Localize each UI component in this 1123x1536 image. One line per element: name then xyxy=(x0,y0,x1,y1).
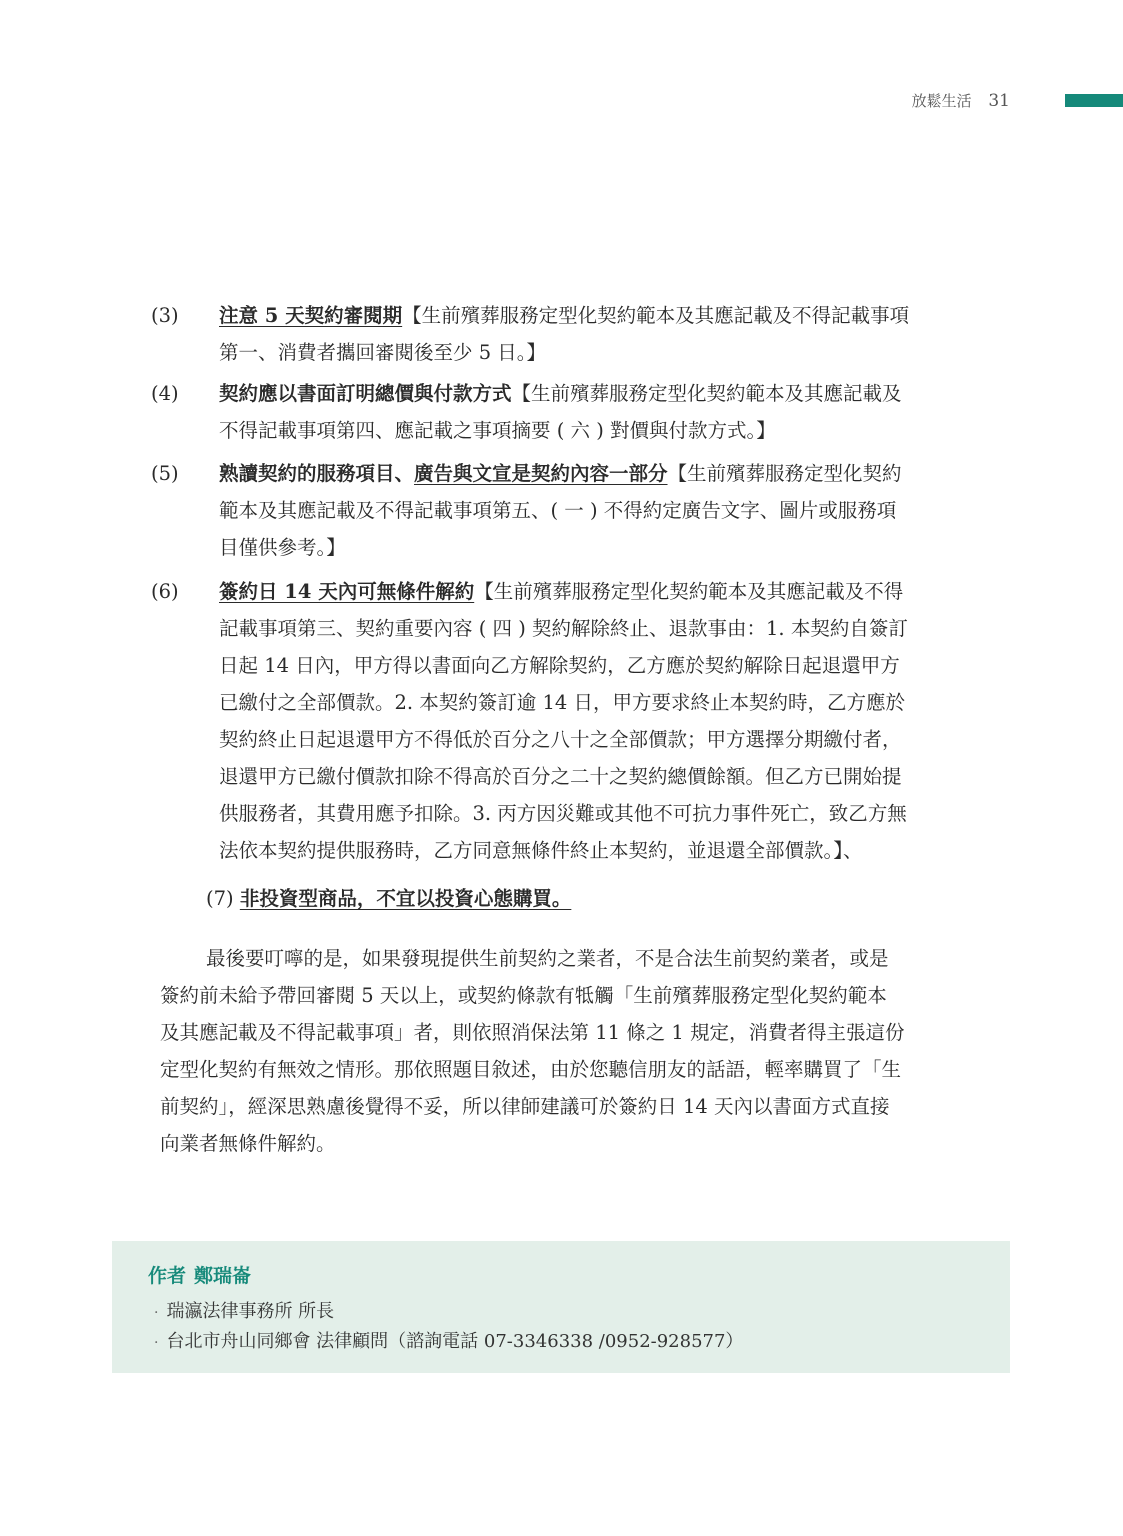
item-text: 【生前殯葬服務定型化契約範本及其應記載及不得 xyxy=(474,580,904,603)
section-tab-marker xyxy=(1065,94,1123,107)
item-text: 【生前殯葬服務定型化契約範本及其應記載及不得記載事項 xyxy=(402,304,910,327)
credential-text: 瑞瀛法律事務所 所長 xyxy=(166,1301,335,1322)
list-item xyxy=(151,455,1011,566)
author-title xyxy=(148,1261,259,1288)
item-text: 【生前殯葬服務定型化契約 xyxy=(667,462,902,485)
author-info-box xyxy=(112,1241,1010,1373)
running-header xyxy=(912,90,1010,111)
item-text: 供服務者，其費用應予扣除。3. 丙方因災難或其他不可抗力事件死亡，致乙方無 xyxy=(219,802,907,825)
paragraph-line: 向業者無條件解約。 xyxy=(160,1132,336,1155)
item-heading-underlined: 廣告與文宣是契約內容一部分 xyxy=(414,462,668,485)
item-number: (6) xyxy=(151,580,179,603)
bullet-dot: · xyxy=(154,1335,159,1351)
item-text: 不得記載事項第四、應記載之事項摘要 ( 六 ) 對價與付款方式。】 xyxy=(219,419,776,442)
author-credential xyxy=(154,1327,743,1353)
item-text: 第一、消費者攜回審閱後至少 5 日。】 xyxy=(219,341,547,364)
item-number: (3) xyxy=(151,304,179,327)
item-heading: 非投資型商品，不宜以投資心態購買。 xyxy=(239,887,572,910)
item-number: (7) xyxy=(206,887,234,910)
item-heading: 熟讀契約的服務項目、 xyxy=(219,462,415,485)
list-item xyxy=(151,375,1011,449)
paragraph-line: 最後要叮嚀的是，如果發現提供生前契約之業者，不是合法生前契約業者，或是 xyxy=(206,947,889,970)
item-heading: 簽約日 14 天內可無條件解約 xyxy=(219,580,475,603)
page-number: 31 xyxy=(988,91,1010,111)
item-text: 法依本契約提供服務時，乙方同意無條件終止本契約，並退還全部價款。】、 xyxy=(219,839,863,862)
paragraph-line: 簽約前未給予帶回審閱 5 天以上，或契約條款有牴觸「生前殯葬服務定型化契約範本 xyxy=(160,984,887,1007)
item-number: (4) xyxy=(151,382,179,405)
body-paragraph xyxy=(160,940,1011,1162)
item-heading: 注意 5 天契約審閱期 xyxy=(219,304,403,327)
author-credential xyxy=(154,1297,334,1323)
item-text: 日起 14 日內，甲方得以書面向乙方解除契約，乙方應於契約解除日起退還甲方 xyxy=(219,654,900,677)
list-item xyxy=(151,297,1011,371)
item-text: 範本及其應記載及不得記載事項第五、( 一 ) 不得約定廣告文字、圖片或服務項 xyxy=(219,499,897,522)
list-item xyxy=(151,573,1011,869)
item-text: 已繳付之全部價款。2. 本契約簽訂逾 14 日，甲方要求終止本契約時，乙方應於 xyxy=(219,691,906,714)
item-text: 契約終止日起退還甲方不得低於百分之八十之全部價款；甲方選擇分期繳付者， xyxy=(219,728,902,751)
item-text: 目僅供參考。】 xyxy=(219,536,346,559)
item-number: (5) xyxy=(151,462,179,485)
section-title: 放鬆生活 xyxy=(911,92,972,110)
paragraph-line: 前契約」，經深思熟慮後覺得不妥，所以律師建議可於簽約日 14 天內以書面方式直接 xyxy=(160,1095,890,1118)
credential-text: 台北市舟山同鄉會 法律顧問（諮詢電話 07-3346338 /0952-928577） xyxy=(166,1331,744,1352)
item-text: 退還甲方已繳付價款扣除不得高於百分之二十之契約總價餘額。但乙方已開始提 xyxy=(219,765,902,788)
list-item xyxy=(206,880,1032,917)
paragraph-line: 定型化契約有無效之情形。那依照題目敘述，由於您聽信朋友的話語，輕率購買了「生 xyxy=(160,1058,902,1081)
item-text: 記載事項第三、契約重要內容 ( 四 ) 契約解除終止、退款事由：1. 本契約自簽訂 xyxy=(219,617,908,640)
author-label: 作者 xyxy=(148,1265,187,1287)
item-text: 【生前殯葬服務定型化契約範本及其應記載及 xyxy=(511,382,902,405)
author-name: 鄭瑞崙 xyxy=(194,1265,252,1287)
bullet-dot: · xyxy=(154,1305,159,1321)
paragraph-line: 及其應記載及不得記載事項」者，則依照消保法第 11 條之 1 規定，消費者得主張這份 xyxy=(160,1021,905,1044)
item-heading: 契約應以書面訂明總價與付款方式 xyxy=(219,382,512,405)
